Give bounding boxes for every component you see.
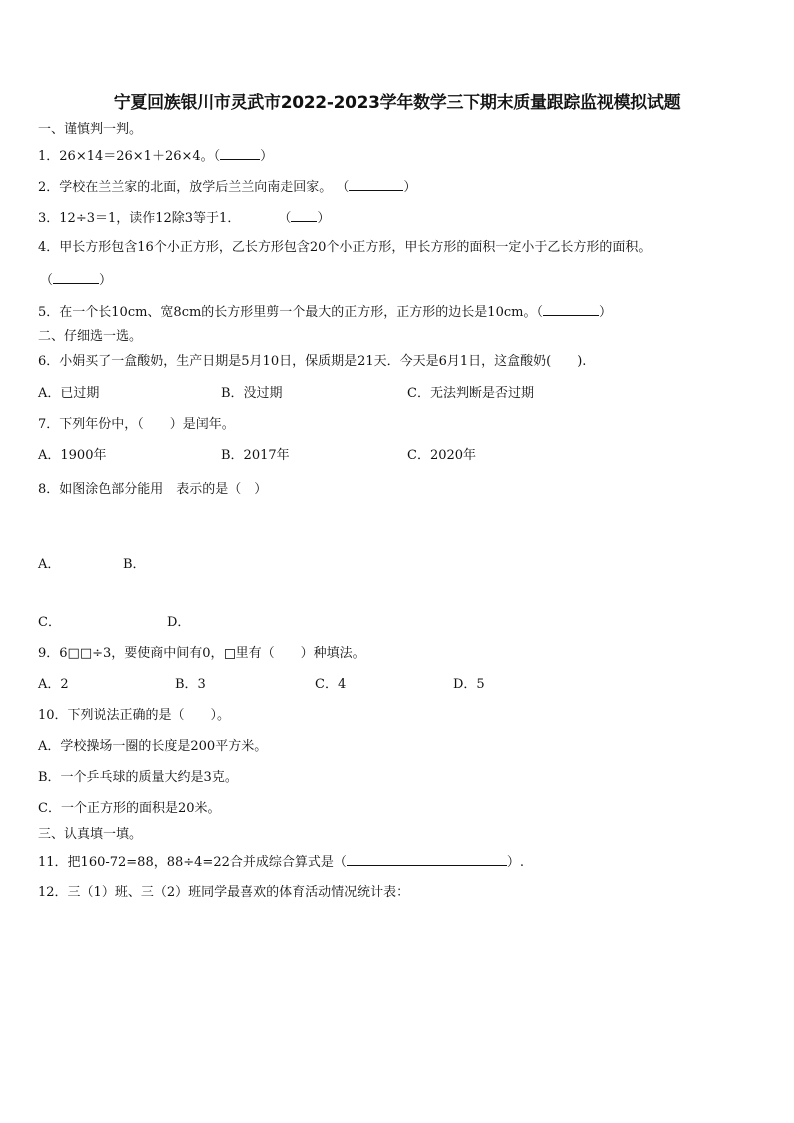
answer-blank[interactable] xyxy=(291,209,317,222)
section-1-heading: 一、谨慎判一判。 xyxy=(38,122,143,137)
section-3-heading: 三、认真填一填。 xyxy=(38,827,143,842)
question-9 xyxy=(38,646,366,662)
section-2-heading: 二、仔细选一选。 xyxy=(38,329,143,344)
option-b[interactable]: B．3 xyxy=(175,677,206,692)
question-3 xyxy=(38,209,330,227)
option-b[interactable]: B．2017年 xyxy=(221,448,290,463)
option-a[interactable]: A．已过期 xyxy=(38,386,100,401)
question-3-close: ） xyxy=(317,211,331,226)
option-c[interactable]: C．2020年 xyxy=(407,448,477,463)
question-11-text: 11．把160-72=88，88÷4=22合并成综合算式是（ xyxy=(38,855,347,870)
question-9-text: 里有（ ）种填法。 xyxy=(235,646,366,661)
question-2 xyxy=(38,178,416,196)
question-8: 8．如图涂色部分能用 表示的是（ ） xyxy=(38,482,268,497)
question-11 xyxy=(38,853,524,871)
option-a[interactable]: A．1900年 xyxy=(38,448,107,463)
option-b[interactable]: B．一个乒乓球的质量大约是3克。 xyxy=(38,770,238,785)
option-b[interactable]: B． xyxy=(123,557,146,572)
question-5 xyxy=(38,303,612,321)
question-9-number: 9． xyxy=(38,646,60,661)
answer-blank[interactable] xyxy=(53,271,99,284)
question-4-answer xyxy=(40,271,112,289)
question-3-open: （ xyxy=(278,211,292,226)
option-a[interactable]: A． xyxy=(38,557,61,572)
question-4-close: ） xyxy=(99,273,113,288)
question-5-close: ） xyxy=(598,305,612,320)
question-4-open: （ xyxy=(40,273,54,288)
question-1-text: 1．26×14＝26×1＋26×4。（ xyxy=(38,149,221,164)
answer-blank[interactable] xyxy=(543,303,599,316)
option-d[interactable]: D． xyxy=(167,615,191,630)
question-11-close: ）. xyxy=(506,855,525,870)
option-b[interactable]: B．没过期 xyxy=(221,386,283,401)
option-c[interactable]: C． xyxy=(38,615,61,630)
question-1-close: ） xyxy=(260,149,274,164)
option-a[interactable]: A．2 xyxy=(38,677,69,692)
question-2-text: 2．学校在兰兰家的北面，放学后兰兰向南走回家。 （ xyxy=(38,180,350,195)
question-12: 12．三（1）班、三（2）班同学最喜欢的体育活动情况统计表： xyxy=(38,885,410,900)
answer-blank[interactable] xyxy=(220,147,260,160)
option-c[interactable]: C．一个正方形的面积是20米。 xyxy=(38,801,221,816)
answer-blank[interactable] xyxy=(349,178,403,191)
question-9-expression: 6□□÷3，要使商中间有0， xyxy=(59,646,224,661)
question-6: 6．小娟买了一盒酸奶，生产日期是5月10日，保质期是21天．今天是6月1日，这盒酸奶( ). xyxy=(38,354,587,369)
question-4: 4．甲长方形包含16个小正方形，乙长方形包含20个小正方形，甲长方形的面积一定小于乙长方形的面积。 xyxy=(38,240,652,255)
option-d[interactable]: D．5 xyxy=(453,677,485,692)
empty-box-icon xyxy=(225,649,235,659)
option-a[interactable]: A．学校操场一圈的长度是200平方米。 xyxy=(38,739,268,754)
option-c[interactable]: C．4 xyxy=(315,677,347,692)
question-7: 7．下列年份中，（ ）是闰年。 xyxy=(38,417,235,432)
question-3-text: 3．12÷3＝1，读作12除3等于1． xyxy=(38,211,241,226)
question-10: 10．下列说法正确的是（ ）。 xyxy=(38,708,231,723)
page-title: 宁夏回族银川市灵武市2022-2023学年数学三下期末质量跟踪监视模拟试题 xyxy=(113,93,681,113)
question-5-text: 5．在一个长10cm、宽8cm的长方形里剪一个最大的正方形，正方形的边长是10cm。（ xyxy=(38,305,543,320)
question-1 xyxy=(38,147,273,165)
option-c[interactable]: C．无法判断是否过期 xyxy=(407,386,534,401)
question-2-close: ） xyxy=(403,180,417,195)
answer-blank[interactable] xyxy=(347,853,507,866)
